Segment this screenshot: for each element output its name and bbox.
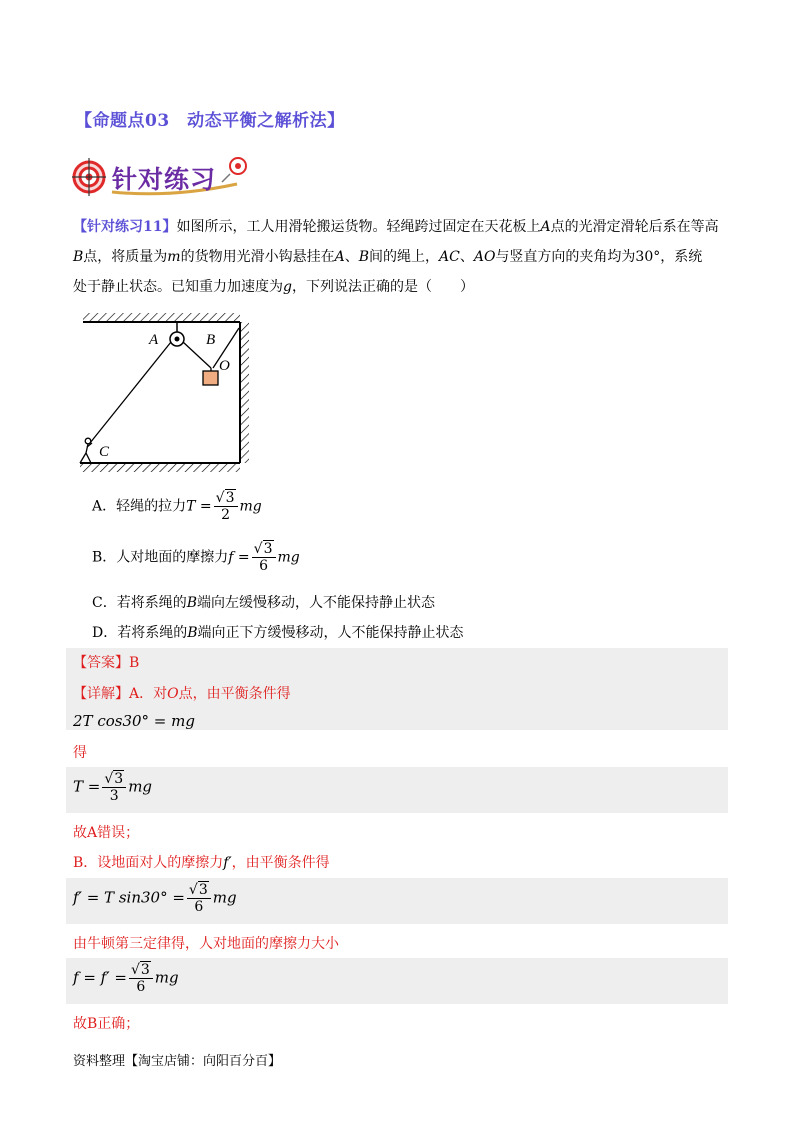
problem-tag: 【针对练习11】: [73, 219, 177, 235]
option-c: C．若将系绳的B端向左缓慢移动，人不能保持静止状态: [92, 595, 436, 611]
newton-line: 由牛顿第三定律得，人对地面的摩擦力大小: [73, 936, 339, 952]
label-a: A: [149, 332, 159, 348]
section-heading: 【命题点03 动态平衡之解析法】: [75, 111, 345, 131]
b-intro-line: B．设地面对人的摩擦力f′，由平衡条件得: [73, 855, 330, 871]
rope-ac: [90, 342, 171, 443]
floor-hatch: [80, 464, 240, 472]
option-a: A．轻绳的拉力T = $\frac{√3}{2}$ mg: [92, 490, 262, 523]
label-c: C: [99, 444, 110, 460]
problem-line-1: 【针对练习11】如图所示，工人用滑轮搬运货物。轻绳跨过固定在天花板上A点的光滑定滑轮后系在等高: [73, 219, 719, 235]
label-o: O: [219, 358, 230, 374]
equation-4: f = f′ = $\frac{√3}{6}$ mg: [73, 962, 179, 995]
eq2-box: [66, 767, 728, 813]
worker-figure: [80, 438, 92, 463]
de-line: 得: [73, 745, 87, 761]
problem-line-2: B点，将质量为m的货物用光滑小钩悬挂在A、B间的绳上，AC、AO与竖直方向的夹角均为30°，系统: [73, 249, 703, 265]
option-d: D．若将系绳的B端向正下方缓慢移动，人不能保持静止状态: [92, 625, 464, 641]
equation-1: 2T cos30° = mg: [73, 712, 195, 730]
equation-2: T = $\frac{√3}{3}$ mg: [73, 771, 153, 804]
banner-label: 针对练习: [112, 165, 217, 194]
wall-hatch: [241, 322, 249, 463]
footer-note: 资料整理【淘宝店铺：向阳百分百】: [73, 1054, 282, 1069]
equation-3: f′ = T sin30° = $\frac{√3}{6}$ mg: [73, 882, 237, 915]
label-b: B: [206, 332, 216, 348]
b-right-line: 故B正确；: [73, 1016, 140, 1032]
a-wrong-line: 故A错误；: [73, 825, 140, 841]
detail-a-line: 【详解】A．对O点，由平衡条件得: [73, 686, 291, 702]
problem-line-3: 处于静止状态。已知重力加速度为g，下列说法正确的是（ ）: [73, 279, 474, 295]
cargo-box: [203, 371, 218, 385]
option-b: B．人对地面的摩擦力f = $\frac{√3}{6}$ mg: [92, 541, 300, 574]
pulley-figure: [75, 310, 260, 472]
practice-banner: [72, 152, 252, 202]
ceiling-hatch: [83, 313, 240, 321]
answer-line: 【答案】B: [73, 655, 140, 671]
